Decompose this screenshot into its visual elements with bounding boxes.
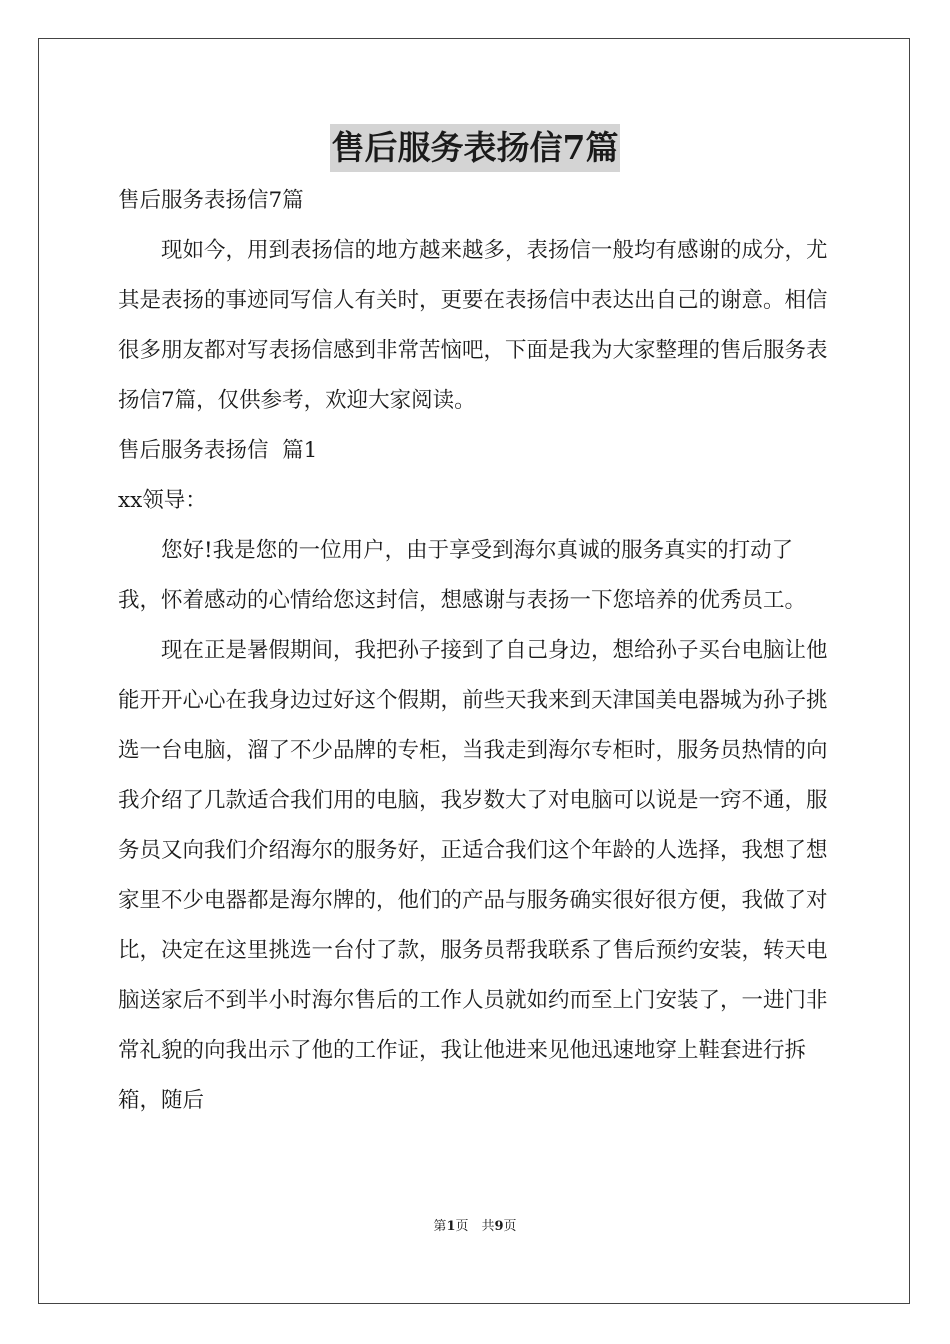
salutation: xx领导： bbox=[118, 488, 207, 513]
page-mid: 页 共 bbox=[455, 1219, 495, 1234]
document-subtitle: 售后服务表扬信7篇 bbox=[118, 188, 304, 213]
intro-paragraph: 现如今，用到表扬信的地方越来越多，表扬信一般均有感谢的成分，尤其是表扬的事迹同写信人有关时，更要在表扬信中表达出自己的谢意。相信很多朋友都对写表扬信感到非常苦恼吧，下面是我为大家整理的售后服务表扬信7篇，仅供参考，欢迎大家阅读。 bbox=[118, 238, 828, 413]
document-title bbox=[0, 124, 950, 172]
body-paragraph-2: 现在正是暑假期间，我把孙子接到了自己身边，想给孙子买台电脑让他能开开心心在我身边过好这个假期，前些天我来到天津国美电器城为孙子挑选一台电脑，溜了不少品牌的专柜，当我走到海尔专柜时，服务员热情的向我介绍了几款适合我们用的电脑，我岁数大了对电脑可以说是一窍不通，服务员又向我们介绍海尔的服务好，正适合我们这个年龄的人选择，我想了想家里不少电器都是海尔牌的，他们的产品与服务确实很好很方便，我做了对比，决定在这里挑选一台付了款，服务员帮我联系了售后预约安装，转天电脑送家后不到半小时海尔售后的工作人员就如约而至上门安装了，一进门非常礼貌的向我出示了他的工作证，我让他进来见他迅速地穿上鞋套进行拆箱，随后 bbox=[118, 638, 828, 1113]
document-title-text: 售后服务表扬信7篇 bbox=[330, 124, 621, 172]
page-suffix: 页 bbox=[503, 1219, 517, 1234]
page-current: 1 bbox=[446, 1219, 456, 1234]
body-paragraph-1: 您好!我是您的一位用户，由于享受到海尔真诚的服务真实的打动了我，怀着感动的心情给您这封信，想感谢与表扬一下您培养的优秀员工。 bbox=[118, 538, 807, 613]
document-body bbox=[118, 176, 834, 1126]
page-prefix: 第 bbox=[433, 1219, 447, 1234]
page-footer bbox=[0, 1218, 950, 1236]
section-heading: 售后服务表扬信 篇1 bbox=[118, 438, 318, 463]
page-total: 9 bbox=[494, 1219, 504, 1234]
